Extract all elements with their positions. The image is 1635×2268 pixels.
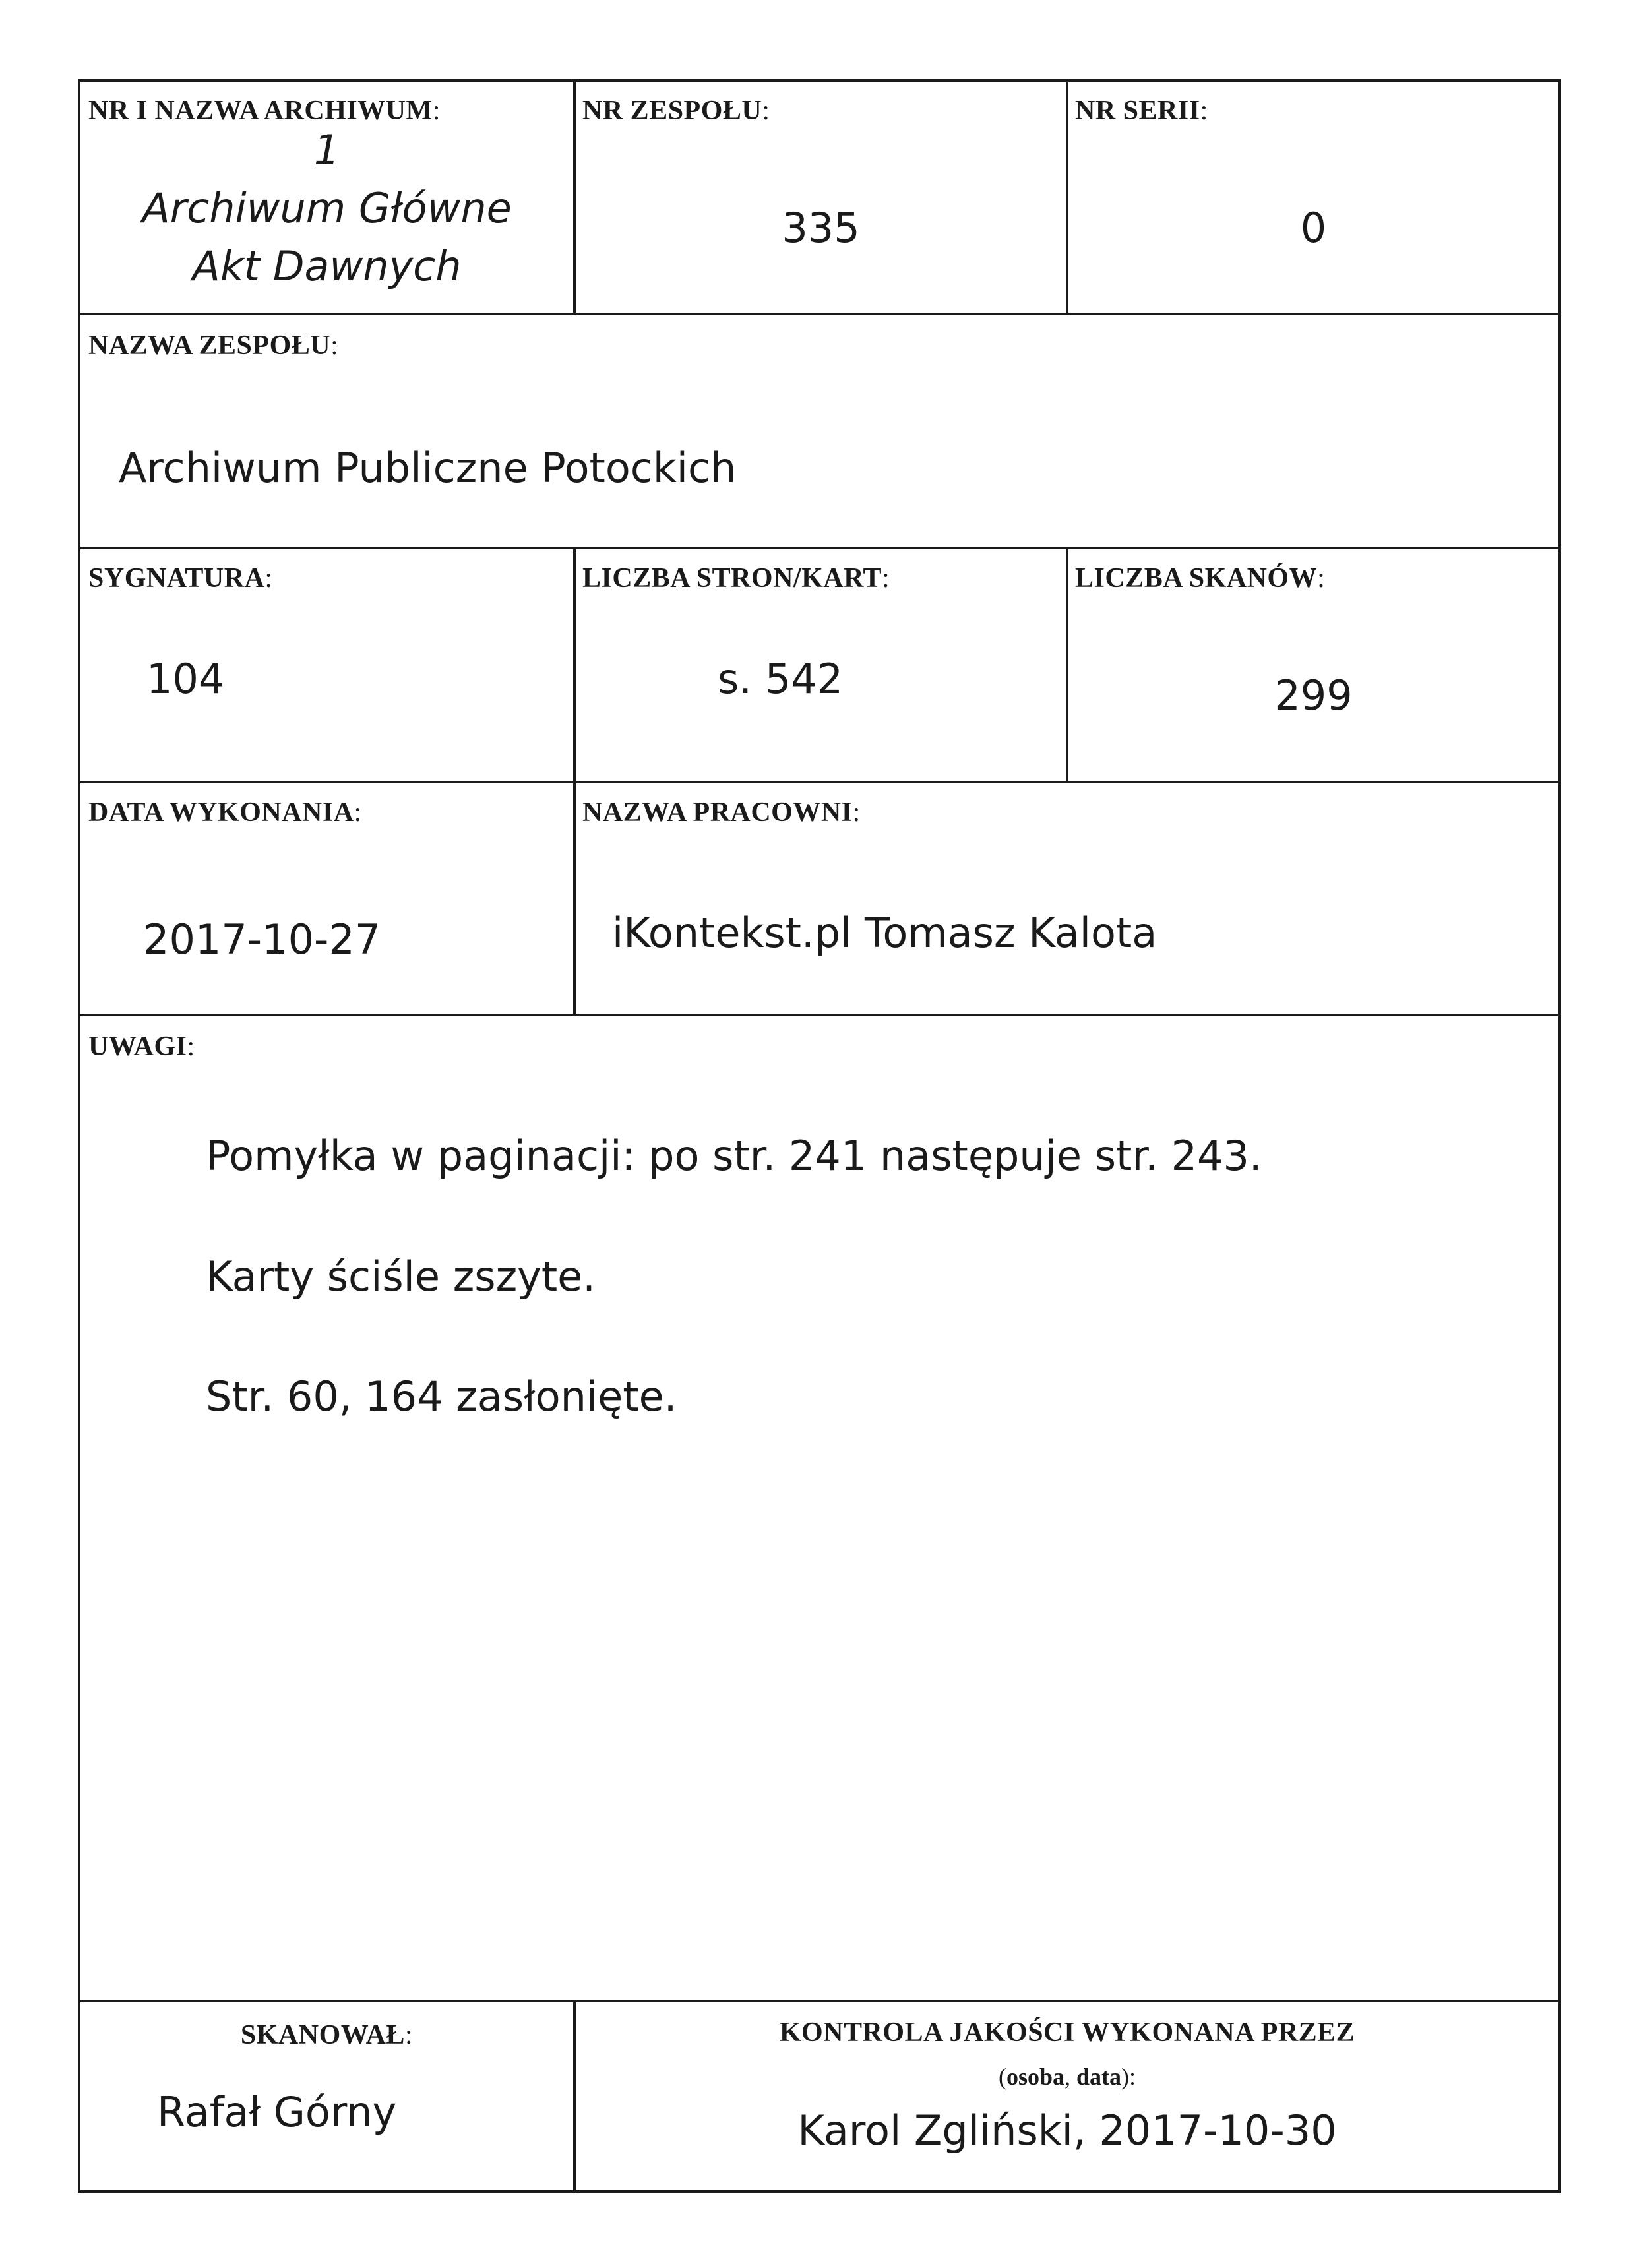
scans-cell: [1068, 549, 1558, 781]
series-number-cell: [1068, 82, 1558, 313]
archive-number: 1: [313, 126, 340, 174]
label-colon: :: [330, 330, 339, 361]
studio-label-text: NAZWA PRACOWNI: [582, 797, 853, 828]
pages-label: [582, 563, 890, 594]
scans-label: [1075, 563, 1325, 594]
archive-cell: [80, 82, 573, 313]
date-value: 2017-10-27: [143, 915, 381, 964]
remarks-label: [88, 1031, 195, 1062]
paren-close: ):: [1121, 2064, 1136, 2090]
person-word: osoba: [1006, 2064, 1064, 2090]
quality-control-value: Karol Zgliński, 2017-10-30: [797, 2106, 1337, 2155]
studio-value: iKontekst.pl Tomasz Kalota: [612, 909, 1157, 957]
label-colon: :: [432, 96, 441, 126]
scanned-by-value: Rafał Górny: [157, 2088, 397, 2136]
scanned-by-label-text: SKANOWAŁ: [240, 2020, 405, 2050]
studio-label: [582, 797, 861, 828]
remark-line: Karty ściśle zszyte.: [206, 1252, 596, 1301]
signature-label: [88, 563, 273, 594]
label-colon: :: [187, 1031, 195, 1062]
pages-value: s. 542: [718, 655, 844, 703]
quality-control-label: KONTROLA JAKOŚCI WYKONANA PRZEZ: [779, 2017, 1355, 2048]
quality-control-sublabel: [576, 2063, 1558, 2091]
signature-value: 104: [146, 655, 225, 703]
date-cell: [80, 783, 573, 1014]
quality-control-cell: [576, 2002, 1558, 2190]
remark-line: Pomyłka w paginacji: po str. 241 następuje str. 243.: [206, 1132, 1262, 1180]
label-colon: :: [404, 2020, 414, 2050]
scanned-by-cell: [80, 2002, 573, 2190]
archive-name-line1: Archiwum Główne: [142, 184, 512, 232]
separator: ,: [1064, 2064, 1076, 2090]
label-colon: :: [852, 797, 861, 828]
fonds-number-value: 335: [782, 204, 860, 252]
pages-label-text: LICZBA STRON/KART: [582, 563, 882, 594]
scans-label-text: LICZBA SKANÓW: [1075, 563, 1318, 594]
studio-cell: [576, 783, 1558, 1014]
signature-cell: [80, 549, 573, 781]
archive-name-line2: Akt Dawnych: [192, 242, 462, 290]
fonds-name-cell: [80, 315, 1558, 547]
fonds-number-cell: [576, 82, 1066, 313]
date-label: [88, 797, 362, 828]
scans-value: 299: [1274, 671, 1353, 720]
signature-label-text: SYGNATURA: [88, 563, 265, 594]
archive-label-text: NR I NAZWA ARCHIWUM: [88, 96, 433, 126]
series-number-label-text: NR SERII: [1075, 96, 1200, 126]
label-colon: :: [1317, 563, 1326, 594]
date-word: data: [1076, 2064, 1122, 2090]
date-label-text: DATA WYKONANIA: [88, 797, 354, 828]
label-colon: :: [264, 563, 273, 594]
remarks-cell: [80, 1016, 1558, 2000]
archive-value: [80, 121, 573, 295]
remark-line: Str. 60, 164 zasłonięte.: [206, 1372, 677, 1421]
fonds-number-label: [582, 95, 770, 127]
remarks-label-text: UWAGI: [88, 1031, 187, 1062]
label-colon: :: [354, 797, 362, 828]
label-colon: :: [762, 96, 770, 126]
pages-cell: [576, 549, 1066, 781]
fonds-name-label: [88, 330, 338, 361]
label-colon: :: [1200, 96, 1208, 126]
label-colon: :: [881, 563, 890, 594]
paren-open: (: [998, 2064, 1006, 2090]
scanned-by-label: [80, 2019, 573, 2051]
series-number-label: [1075, 95, 1208, 127]
fonds-name-value: Archiwum Publiczne Potockich: [119, 444, 737, 492]
fonds-number-label-text: NR ZESPOŁU: [582, 96, 762, 126]
fonds-name-label-text: NAZWA ZESPOŁU: [88, 330, 331, 361]
metrics-card: [78, 79, 1561, 2193]
series-number-value: 0: [1300, 204, 1327, 252]
